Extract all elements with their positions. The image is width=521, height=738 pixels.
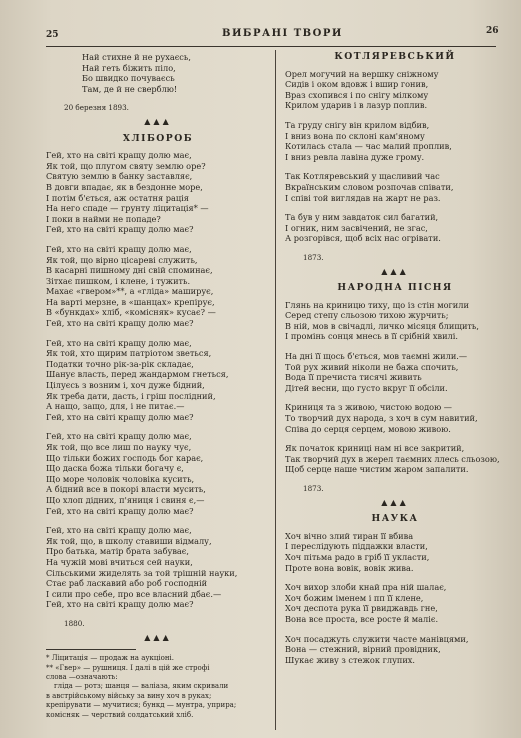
- verse-line: І вниз вона по склоні кам'яному: [285, 130, 425, 141]
- verse-line: Вкраїнським словом розпочав співати,: [285, 181, 454, 192]
- verse-line: Хоч деспота рука її рвиджавдь гне,: [285, 603, 438, 614]
- footnote-line: комісняк — черствий солдатський хліб.: [46, 710, 194, 719]
- footnote-line: ** «Гвер» — рушниця. І далі в цій же строфі: [46, 663, 210, 672]
- verse-line: Криниця та з живою, чистою водою —: [285, 402, 452, 413]
- verse-line: А розгорівся, щоб всіх нас огрівати.: [285, 233, 441, 244]
- poem-title-nauka: НАУКА: [371, 513, 419, 525]
- stanza: [285, 300, 505, 342]
- verse-line: Шанує власть, перед жандармом гнеться,: [46, 369, 229, 380]
- verse-line: Хоч посаджуть служити часте манівцями,: [285, 633, 469, 644]
- footnote-line: крепірувати — мучитися; бункд — мунтра, уприра;: [46, 701, 237, 710]
- verse-line: І співі той виглядав на жарт не раз.: [285, 192, 441, 203]
- verse-line: Глянь на криницю тиху, що із стін могили: [285, 299, 469, 310]
- poem-title-narodna-pisnia: НАРОДНА ПІСНЯ: [337, 282, 453, 294]
- stanza: [285, 443, 505, 475]
- right-column: [285, 52, 505, 674]
- verse-line: Шукає живу з стежок глупих.: [285, 654, 416, 665]
- verse-line: І переслідують піддажки власти,: [285, 541, 428, 552]
- footnote-line: в австрійському війську за вину хоч в руках;: [46, 691, 212, 700]
- verse-line: Як той, хто щирим патріотом зветься,: [46, 348, 212, 359]
- stanza: [46, 431, 270, 516]
- verse-line: Так творчий дух в жерел таємних ллесь сльозою,: [285, 453, 500, 464]
- verse-line: Гей, хто на світі кращу долю має,: [46, 337, 192, 348]
- verse-line: Що тільки божих господь бог карає,: [46, 452, 204, 463]
- poem-kotliarevskyi: [285, 69, 505, 244]
- left-column: [46, 52, 270, 720]
- poem-narodna-pisnia: [285, 300, 505, 475]
- verse-line: Враз схопився і по снігу мілкому: [285, 89, 429, 100]
- footnote-line: гліда — ротз; шанця — валіаза, яким скривали: [54, 682, 229, 691]
- poem-date: 1873.: [303, 484, 324, 493]
- ornament-divider: ▲▲▲: [144, 116, 172, 126]
- verse-line: Сільськими жиделять за той трішній науки,: [46, 567, 238, 578]
- verse-line: То творчий дух народа, з хоч в сум навитий,: [285, 413, 478, 424]
- stanza: [285, 212, 505, 244]
- verse-line: Співа до серця серцем, мовою живою.: [285, 423, 451, 434]
- verse-line: В ній, мов в свічадлі, личко місяця блищить,: [285, 320, 479, 331]
- verse-line: Як початок криниці нам ні все закритий,: [285, 443, 465, 454]
- stanza: [46, 244, 270, 329]
- intro-stanza: [46, 52, 270, 94]
- verse-line: Про батька, матір брата забуває,: [46, 546, 189, 557]
- verse-line: Як треба дати, дасть, і гріш послідний,: [46, 390, 216, 401]
- footnote-line: слова —означають:: [46, 672, 118, 681]
- verse-line: На него спаде — грунту ліцитація* —: [46, 203, 209, 214]
- verse-line: Махає «гвером»**, а «гліда» маширує,: [46, 286, 214, 297]
- page-number-left: 25: [46, 30, 59, 40]
- verse-line: В довги впадає, як в бездонне море,: [46, 181, 203, 192]
- page-number-right: 26: [486, 26, 499, 36]
- verse-line: І потім б'ється, аж остатня рація: [46, 192, 189, 203]
- verse-line: І вниз ревла лавіна дуже грому.: [285, 151, 425, 162]
- stanza: [285, 582, 505, 624]
- verse-line: І сили про себе, про все власний дбає.—: [46, 588, 222, 599]
- stanza: [285, 351, 505, 393]
- verse-line: На варті мерзне, в «шанцах» крепірує,: [46, 296, 215, 307]
- verse-line: Гей, хто на світі кращу долю має?: [46, 318, 194, 329]
- verse-line: Щоб серце наше чистим жаром запалити.: [285, 464, 469, 475]
- stanza: [285, 531, 505, 573]
- verse-line: І поки в найми не попаде?: [46, 213, 161, 224]
- stanza: [285, 69, 505, 111]
- verse-line: І промінь сонця мнесь в її срібній хвилі.: [285, 331, 458, 342]
- verse-line: Гей, хто на світі кращу долю має,: [46, 431, 192, 442]
- footnotes: [46, 654, 270, 720]
- verse-line: Хоч пітьма радо в гріб її уклaсти,: [285, 551, 430, 562]
- verse-line: В «бункдах» хліб, «комісняк» кусає? —: [46, 307, 216, 318]
- verse-line: Проте вона вовік, вовік жива.: [285, 562, 414, 573]
- verse-line: Податки точно рік-за-рік складає,: [46, 358, 194, 369]
- verse-line: На чужій мові вчиться сей науки,: [46, 556, 193, 567]
- verse-line: Най стихне й не рухаєсь,: [82, 52, 191, 62]
- verse-line: Там, де й не сверблю!: [82, 83, 178, 94]
- verse-line: Святую землю в банку заставляє,: [46, 171, 193, 182]
- header-rule: [46, 46, 496, 47]
- verse-line: Що даска божа тільки богачу є,: [46, 463, 184, 474]
- verse-line: Як той, що все лиш по науку чує,: [46, 442, 192, 452]
- column-divider: [275, 50, 276, 730]
- running-title: ВИБРАНІ ТВОРИ: [222, 28, 343, 39]
- stanza: [285, 171, 505, 203]
- poem-date: 1880.: [64, 618, 85, 628]
- verse-line: Гей, хто на світі кращу долю має?: [46, 411, 194, 422]
- poem-khliborob: [46, 150, 270, 610]
- verse-line: Гей, хто на світі кращу долю має,: [46, 243, 192, 254]
- verse-line: Вода її пречиста тисячі живить: [285, 372, 422, 383]
- verse-line: Хоч божим іменем і пп її клене,: [285, 592, 424, 603]
- poem-nauka: [285, 531, 505, 666]
- verse-line: Крилом ударив і в лазур поплив.: [285, 100, 428, 111]
- running-header: [0, 26, 521, 46]
- verse-line: Так Котляревський у щасливий час: [285, 171, 440, 182]
- stanza: [285, 120, 505, 162]
- verse-line: Гей, хто на світі кращу долю має?: [46, 505, 194, 516]
- verse-line: Серед степу сльозою тихою журчить;: [285, 310, 449, 321]
- verse-line: Зітхає пишком, і клене, і тужить.: [46, 275, 191, 286]
- verse-line: Та груду снігу він крилом відбив,: [285, 119, 430, 130]
- verse-line: Хоч вихор злоби кнай пра ній шалає,: [285, 582, 447, 593]
- ornament-divider: ▲▲▲: [144, 632, 172, 642]
- verse-line: Хоч вічно злий тиран її вбива: [285, 530, 414, 541]
- poem-title-khliborob: ХЛІБОРОБ: [122, 132, 194, 144]
- verse-line: І огник, ним засвічений, не згас,: [285, 222, 428, 233]
- verse-line: Гей, хто на світі кращу долю має,: [46, 150, 192, 161]
- footnote-line: * Ліцитація — продаж на аукціоні.: [46, 654, 174, 663]
- verse-line: Як той, що плугом святу землю оре?: [46, 160, 206, 171]
- poem-title-kotliarevskyi: КОТЛЯРЕВСЬКИЙ: [334, 51, 456, 62]
- verse-line: На дні її щось б'ється, мов таємні жили.—: [285, 351, 468, 362]
- verse-line: Вона все проста, все росте й маліє.: [285, 613, 439, 624]
- verse-line: А бідний все в покорі власти мусить,: [46, 484, 206, 495]
- stanza: [285, 402, 505, 434]
- stanza: [46, 525, 270, 610]
- stanza: [46, 338, 270, 423]
- verse-line: Орел могучий на вершку сніжному: [285, 68, 439, 79]
- footnote-rule: [46, 649, 136, 650]
- verse-line: Що хлоп дідних, п'яниця і свиня є,—: [46, 494, 205, 505]
- verse-line: Той рух живий ніколи не бажа спочить,: [285, 361, 459, 372]
- verse-line: Стає раб ласкавий або роб господній: [46, 578, 208, 589]
- verse-line: Гей, хто на світі кращу долю має,: [46, 525, 192, 536]
- verse-line: Як той, що вірно цісареві служить,: [46, 254, 198, 265]
- verse-line: Як той, що, в школу ставиши відмалу,: [46, 535, 212, 546]
- ornament-divider: ▲▲▲: [381, 266, 409, 276]
- verse-line: Та був у ним завдаток сил багатий,: [285, 212, 439, 223]
- stanza: [46, 150, 270, 235]
- verse-line: А нащо, защо, для, і не питає.—: [46, 401, 185, 412]
- verse-line: Гей, хто на світі кращу долю має?: [46, 224, 194, 235]
- verse-line: Котилась стала — час малий проплив,: [285, 141, 452, 152]
- verse-line: Що море чоловік чоловіка кусить,: [46, 473, 195, 484]
- verse-line: Сидів і оком вдовж і вшир гонив,: [285, 79, 429, 90]
- poem-date: 1873.: [303, 252, 324, 262]
- verse-line: В касарні пишному дні свій споминає,: [46, 265, 213, 276]
- verse-line: Вона — стежний, вірний провідник,: [285, 644, 441, 655]
- verse-line: Гей, хто на світі кращу долю має?: [46, 599, 194, 610]
- ornament-divider: ▲▲▲: [381, 497, 409, 507]
- stanza: [285, 634, 505, 666]
- verse-line: Бо швидко почуваєсь: [82, 73, 175, 84]
- poem-date: 20 березня 1893.: [64, 103, 129, 113]
- verse-line: Най геть біжить піло,: [82, 62, 176, 73]
- verse-line: Дітей весни, що густо вкруг її обсіли.: [285, 382, 448, 393]
- verse-line: Цілуєсь з возним і, хоч дуже бідний,: [46, 380, 205, 391]
